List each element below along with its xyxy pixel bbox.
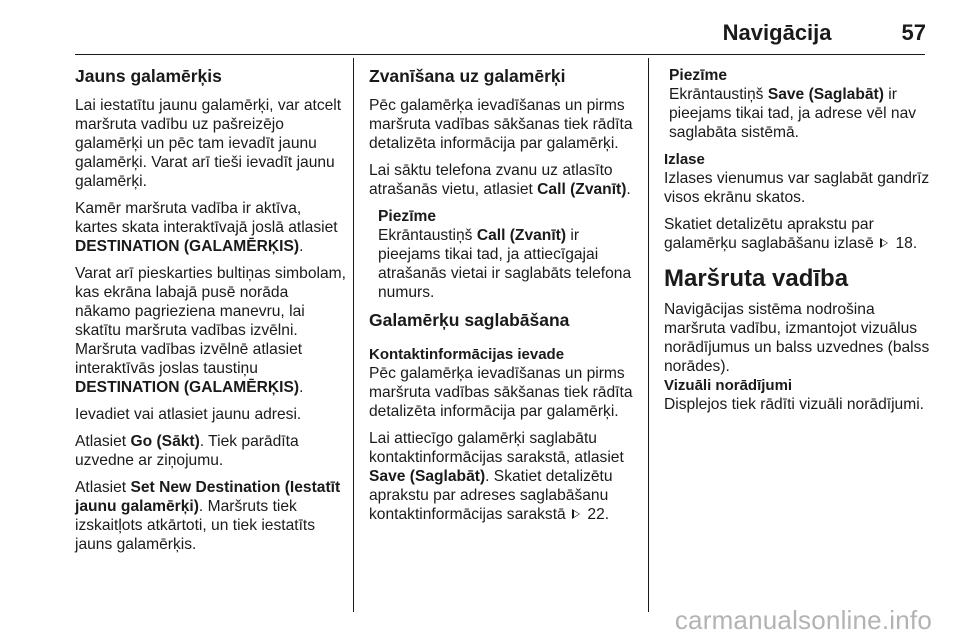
note-text: Ekrāntaustiņš Save (Saglabāt) ir pieejams tikai tad, ja adrese vēl nav saglabāta sistēmā. [669, 86, 917, 141]
note-box [669, 66, 934, 142]
page-reference[interactable]: 18 [895, 235, 913, 252]
paragraph: Atlasiet Set New Destination (Iestatīt jaunu galamērķi). Maršruts tiek izskaitļots atkārtoti, un tiek iestatīts jauns galamērķis. [75, 479, 341, 553]
column-divider-2 [648, 58, 649, 612]
paragraph: Pēc galamērķa ievadīšanas un pirms maršruta vadības sākšanas tiek rādīta detalizēta informācija par galamērķi. [369, 97, 633, 152]
header-rule [75, 54, 925, 55]
paragraph: Navigācijas sistēma nodrošina maršruta vadību, izmantojot vizuālus norādījumus un balss uzvednes (balss norādes). [664, 301, 930, 375]
subheading-contacts: Kontaktinformācijas ievade [369, 346, 565, 363]
ui-term: Go (Sākt) [130, 433, 200, 450]
watermark: carmanualsonline.info [674, 605, 932, 635]
paragraph: Pēc galamērķa ievadīšanas un pirms maršruta vadības sākšanas tiek rādīta detalizēta informācija par galamērķi. [369, 365, 633, 420]
column-2 [369, 66, 641, 532]
paragraph: Lai attiecīgo galamērķi saglabātu kontaktinformācijas sarakstā, atlasiet Save (Saglabāt). Skatiet detalizētu aprakstu par adreses saglabāšanu kontaktinformācijas sarakstā 22. [369, 430, 624, 523]
ui-term: DESTINATION (GALAMĒRĶIS) [75, 238, 300, 255]
ui-term: Set New Destination (Iestatīt jaunu galamērķi) [75, 479, 341, 515]
paragraph: Izlases vienumus var saglabāt gandrīz visos ekrānu skatos. [664, 170, 930, 206]
paragraph: Skatiet detalizētu aprakstu par galamērķu saglabāšanu izlasē 18. [664, 216, 918, 252]
paragraph: Ievadiet vai atlasiet jaunu adresi. [75, 406, 302, 423]
paragraph: Lai iestatītu jaunu galamērķi, var atcelt maršruta vadību uz pašreizējo galamērķi un pēc tam ievadīt jaunu galamērķi. Varat arī tieši ievadīt jaunu galamērķi. [75, 97, 342, 190]
ui-term: Save (Saglabāt) [767, 86, 884, 103]
ui-term: DESTINATION (GALAMĒRĶIS) [75, 379, 300, 396]
triangle-arrow-icon [572, 509, 580, 519]
paragraph: Lai sāktu telefona zvanu uz atlasīto atrašanās vietu, atlasiet Call (Zvanīt). [369, 162, 631, 198]
note-title: Piezīme [378, 208, 437, 225]
ui-term: Save (Saglabāt) [369, 468, 486, 485]
paragraph: Displejos tiek rādīti vizuāli norādījumi. [664, 396, 924, 413]
triangle-arrow-icon [880, 238, 888, 248]
page-number: 57 [901, 20, 926, 45]
column-divider-1 [353, 58, 354, 612]
note-text: Ekrāntaustiņš Call (Zvanīt) ir pieejams tikai tad, ja attiecīgajai atrašanās vietai ir saglabāts telefona numurs. [378, 227, 632, 301]
subheading-favourites: Izlase [664, 151, 705, 168]
heading-route-guidance: Maršruta vadība [664, 265, 849, 292]
heading-save-destinations: Galamērķu saglabāšana [369, 310, 570, 330]
paragraph: Varat arī pieskarties bultiņas simbolam, kas ekrāna labajā pusē norāda nākamo pagrieziena manevru, lai skatītu maršruta vadības izvēlni. Maršruta vadības izvēlnē atlasiet interaktīvās joslas taustiņu DESTINATION (GALAMĒRĶIS). [75, 265, 346, 396]
heading-call-destination: Zvanīšana uz galamērķi [369, 66, 566, 86]
note-box [378, 207, 641, 302]
subheading-visual-guidance: Vizuāli norādījumi [664, 377, 793, 394]
page-reference[interactable]: 22 [587, 506, 605, 523]
section-title: Navigācija [722, 20, 832, 45]
column-1 [75, 66, 347, 562]
page-header [723, 20, 926, 46]
ui-term: Call (Zvanīt) [537, 181, 627, 198]
note-title: Piezīme [669, 67, 728, 84]
heading-new-destination: Jauns galamērķis [75, 66, 222, 86]
paragraph: Atlasiet Go (Sākt). Tiek parādīta uzvedne ar ziņojumu. [75, 433, 299, 469]
ui-term: Call (Zvanīt) [476, 227, 567, 244]
column-3 [664, 66, 934, 422]
paragraph: Kamēr maršruta vadība ir aktīva, kartes skata interaktīvajā joslā atlasiet DESTINATION (GALAMĒRĶIS). [75, 200, 338, 255]
